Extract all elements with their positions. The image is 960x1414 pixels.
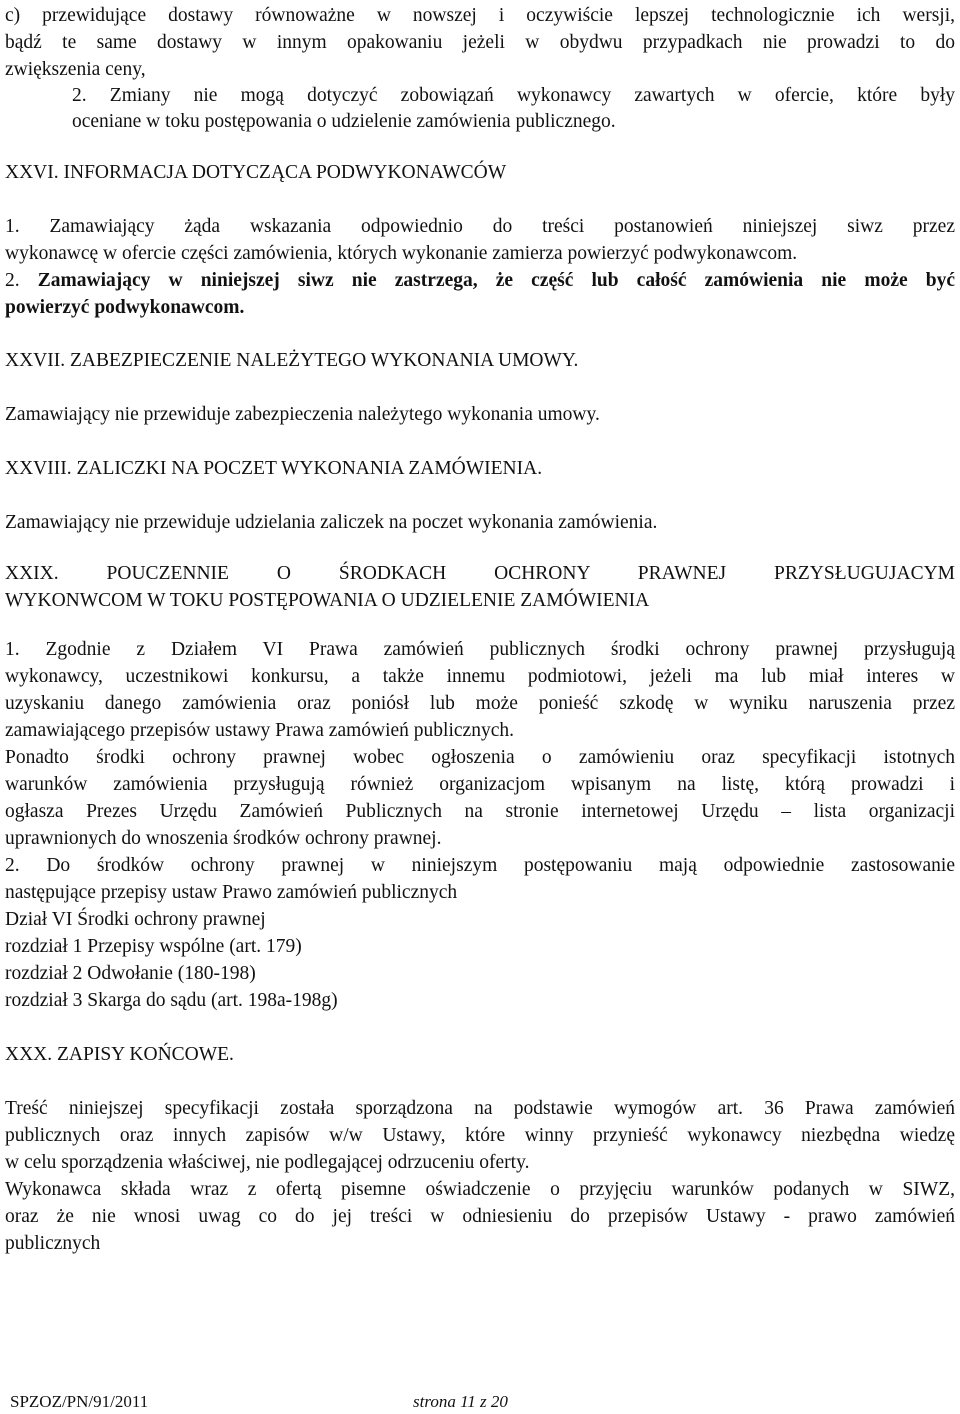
section-heading-xxvii: XXVII. ZABEZPIECZENIE NALEŻYTEGO WYKONANIA UMOWY. bbox=[5, 350, 579, 371]
body-line: 1. Zamawiający żąda wskazania odpowiednio do treści postanowień niniejszej siwz przez bbox=[5, 216, 955, 237]
body-line: Zamawiający nie przewiduje zabezpieczenia należytego wykonania umowy. bbox=[5, 404, 600, 425]
body-line: wykonawcę w ofercie części zamówienia, których wykonanie zamierza powierzyć podwykonawcom. bbox=[5, 243, 798, 264]
body-line: publicznych bbox=[5, 1233, 101, 1254]
list-item: rozdział 3 Skarga do sądu (art. 198a-198g) bbox=[5, 990, 338, 1011]
body-line: 1. Zgodnie z Działem VI Prawa zamówień publicznych środki ochrony prawnej przysługują bbox=[5, 639, 955, 660]
list-item: rozdział 1 Przepisy wspólne (art. 179) bbox=[5, 936, 302, 957]
section-heading-xxvi: XXVI. INFORMACJA DOTYCZĄCA PODWYKONAWCÓW bbox=[5, 162, 507, 183]
body-line: następujące przepisy ustaw Prawo zamówień publicznych bbox=[5, 882, 458, 903]
list-item: rozdział 2 Odwołanie (180-198) bbox=[5, 963, 256, 984]
body-line: Zamawiający nie przewiduje udzielania zaliczek na poczet wykonania zamówienia. bbox=[5, 512, 658, 533]
body-line: oceniane w toku postępowania o udzielenie zamówienia publicznego. bbox=[72, 111, 616, 132]
section-heading-xxix: XXIX. POUCZENNIE O ŚRODKACH OCHRONY PRAWNEJ PRZYSŁUGUJACYM bbox=[5, 563, 955, 584]
body-line: w celu sporządzenia właściwej, nie podlegającej odrzuceniu oferty. bbox=[5, 1152, 530, 1173]
body-line: zwiększenia ceny, bbox=[5, 59, 146, 80]
body-line: ogłasza Prezes Urzędu Zamówień Publicznych na stronie internetowej Urzędu – lista organizacji bbox=[5, 801, 955, 822]
body-line: zamawiającego przepisów ustawy Prawa zamówień publicznych. bbox=[5, 720, 514, 741]
section-heading-xxx: XXX. ZAPISY KOŃCOWE. bbox=[5, 1044, 234, 1065]
bold-clause: powierzyć podwykonawcom. bbox=[5, 297, 245, 318]
body-line: Wykonawca składa wraz z ofertą pisemne oświadczenie o przyjęciu warunków podanych w SIWZ, bbox=[5, 1179, 955, 1200]
page-footer bbox=[10, 1391, 508, 1413]
document-id: SPZOZ/PN/91/2011 bbox=[10, 1392, 149, 1411]
item-number: 2. bbox=[5, 270, 20, 291]
body-line: bądź te same dostawy w innym opakowaniu jeżeli w obydwu przypadkach nie prowadzi to do bbox=[5, 32, 955, 53]
body-line: oraz że nie wnosi uwag co do jej treści w odniesieniu do przepisów Ustawy - prawo zamówień bbox=[5, 1206, 955, 1227]
body-line bbox=[5, 267, 955, 294]
body-line: Treść niniejszej specyfikacji została sporządzona na podstawie wymogów art. 36 Prawa zamówień bbox=[5, 1098, 955, 1119]
body-line: wykonawcy, uczestnikowi konkursu, a także innemu podmiotowi, jeżeli ma lub miał interes w bbox=[5, 666, 955, 687]
body-line: 2. Do środków ochrony prawnej w niniejszym postępowaniu mają odpowiednie zastosowanie bbox=[5, 855, 955, 876]
bold-clause: Zamawiający w niniejszej siwz nie zastrzega, że część lub całość zamówienia nie może być bbox=[37, 270, 955, 291]
body-line: uzyskaniu danego zamówienia oraz poniósł lub może ponieść szkodę w wyniku naruszenia przez bbox=[5, 693, 955, 714]
body-line: c) przewidujące dostawy równoważne w nowszej i oczywiście lepszej technologicznie ich wersji, bbox=[5, 5, 955, 26]
section-heading-xxix: WYKONWCOM W TOKU POSTĘPOWANIA O UDZIELENIE ZAMÓWIENIA bbox=[5, 590, 650, 611]
body-line: uprawnionych do wnoszenia środków ochrony prawnej. bbox=[5, 828, 442, 849]
section-heading-xxviii: XXVIII. ZALICZKI NA POCZET WYKONANIA ZAMÓWIENIA. bbox=[5, 458, 543, 479]
list-item: Dział VI Środki ochrony prawnej bbox=[5, 909, 266, 930]
body-line: warunków zamówienia przysługują również organizacjom wpisanym na listę, którą prowadzi i bbox=[5, 774, 955, 795]
body-line: 2. Zmiany nie mogą dotyczyć zobowiązań wykonawcy zawartych w ofercie, które były bbox=[72, 85, 955, 106]
page-number: strona 11 z 20 bbox=[413, 1392, 508, 1411]
body-line: publicznych oraz innych zapisów w/w Ustawy, które winny przynieść wykonawcy niezbędna wiedzę bbox=[5, 1125, 955, 1146]
body-line: Ponadto środki ochrony prawnej wobec ogłoszenia o zamówieniu oraz specyfikacji istotnych bbox=[5, 747, 955, 768]
